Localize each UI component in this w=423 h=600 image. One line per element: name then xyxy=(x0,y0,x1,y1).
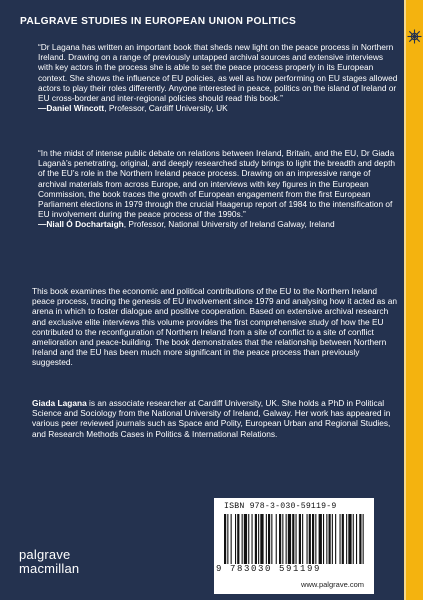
barcode-box xyxy=(214,498,374,594)
barcode-bar xyxy=(224,514,226,564)
description-text: This book examines the economic and political contributions of the EU to the Northern Ireland peace process, tracing the genesis of EU involvement since 1979 and analysing how it acted as an arena in which to foster dialogue and positive cooperation. Based on extensive archival research and exclusive elite interviews this volume provides the first comprehensive study of how the EU contributed to the reconfiguration of Northern Ireland from a site of conflict to a site of conflict amelioration and peace-building. The book demonstrates that the relationship between Northern Ireland and the EU has been much more significant in the peace process than previously suggested. xyxy=(32,286,398,368)
barcode-bar xyxy=(244,514,247,564)
barcode-bar xyxy=(276,514,277,564)
barcode-bar xyxy=(292,514,294,564)
barcode-bar xyxy=(346,514,347,564)
barcode-bar xyxy=(248,514,249,564)
barcode-bar xyxy=(235,514,236,564)
barcode-bar xyxy=(227,514,228,564)
barcode-digits: 9 783030 591199 xyxy=(216,564,322,574)
endorsement-quote-2 xyxy=(38,148,398,230)
barcode-bar xyxy=(312,514,314,564)
series-title: PALGRAVE STUDIES IN EUROPEAN UNION POLITICS xyxy=(20,16,297,27)
quote-attribution xyxy=(38,103,398,113)
barcode xyxy=(224,514,364,564)
publisher-logo xyxy=(19,548,79,576)
barcode-bar xyxy=(323,514,324,564)
author-bio xyxy=(32,398,398,439)
publisher-logo-line1: palgrave xyxy=(19,547,71,562)
barcode-bar xyxy=(326,514,327,564)
endorsement-quote-1 xyxy=(38,42,398,113)
barcode-bar xyxy=(348,514,351,564)
author-bio-text xyxy=(32,398,398,439)
barcode-bar xyxy=(309,514,311,564)
quote-author: —Niall Ó Dochartaigh xyxy=(38,219,124,230)
book-description xyxy=(32,286,398,368)
barcode-bar xyxy=(255,514,257,564)
palgrave-spine-logo-icon xyxy=(406,28,423,45)
barcode-bar xyxy=(237,514,239,564)
quote-affiliation: , Professor, Cardiff University, UK xyxy=(104,103,228,114)
barcode-bar xyxy=(231,514,232,564)
barcode-bar xyxy=(335,514,336,564)
spine xyxy=(406,0,423,600)
barcode-bar xyxy=(252,514,253,564)
barcode-bar xyxy=(288,514,291,564)
barcode-bar xyxy=(302,514,303,564)
barcode-bar xyxy=(268,514,270,564)
barcode-bar xyxy=(307,514,308,564)
publisher-website: www.palgrave.com xyxy=(301,580,364,589)
barcode-bar xyxy=(299,514,301,564)
barcode-bar xyxy=(319,514,322,564)
barcode-bar xyxy=(340,514,341,564)
publisher-logo-line2: macmillan xyxy=(19,561,80,576)
barcode-bar xyxy=(271,514,272,564)
barcode-bar xyxy=(258,514,259,564)
barcode-bar xyxy=(286,514,287,564)
barcode-bar xyxy=(279,514,281,564)
barcode-bar xyxy=(329,514,331,564)
barcode-bar xyxy=(282,514,283,564)
author-bio-body: is an associate researcher at Cardiff University, UK. She holds a PhD in Political Science and Sociology from the National University of Ireland, Galway. Her work has appeared in various peer reviewed journals such as Space and Polity, European Urban and Regional Studies, and Research Methods Cases in Politics & International Relations. xyxy=(32,398,391,439)
barcode-bar xyxy=(315,514,316,564)
quote-text: “Dr Lagana has written an important book that sheds new light on the peace process in Northern Ireland. Drawing on a range of previously untapped archival sources and extensive interviews with key actors in the process she is able to set the peace process properly in its European context. She shows the influence of EU policies, as well as how performing on EU stages allowed actors to play their roles differently. Anyone interested in peace, politics on the island of Ireland or EU cross-border and inter-regional policies should read this book.” xyxy=(38,42,398,104)
barcode-bar xyxy=(242,514,243,564)
quote-affiliation: , Professor, National University of Ireland Galway, Ireland xyxy=(123,219,335,230)
barcode-bar xyxy=(363,514,364,564)
barcode-bar xyxy=(353,514,354,564)
quote-text: “In the midst of intense public debate on relations between Ireland, Britain, and the EU, Dr Giada Laganà’s penetrating, original, and deeply researched study brings to light the breadth and depth of the EU’s role in the Northern Ireland peace process. Drawing on an impressive range of archival materials from across Europe, and on interviews with key figures in the European Commission, the book traces the growth of European engagement from the first European Parliament elections in 1979 through the crucial Haagerup report of 1984 to the intensification of EU involvement during the peace process of the 1990s.” xyxy=(38,148,396,220)
author-name: Giada Lagana xyxy=(32,398,87,408)
barcode-bar xyxy=(266,514,267,564)
barcode-bar xyxy=(342,514,344,564)
isbn-label: ISBN 978-3-030-59119-9 xyxy=(224,502,337,511)
barcode-bar xyxy=(260,514,263,564)
barcode-bar xyxy=(296,514,297,564)
barcode-bar xyxy=(356,514,357,564)
barcode-bar xyxy=(332,514,333,564)
quote-attribution xyxy=(38,219,398,229)
barcode-bar xyxy=(359,514,361,564)
quote-author: —Daniel Wincott xyxy=(38,103,105,114)
